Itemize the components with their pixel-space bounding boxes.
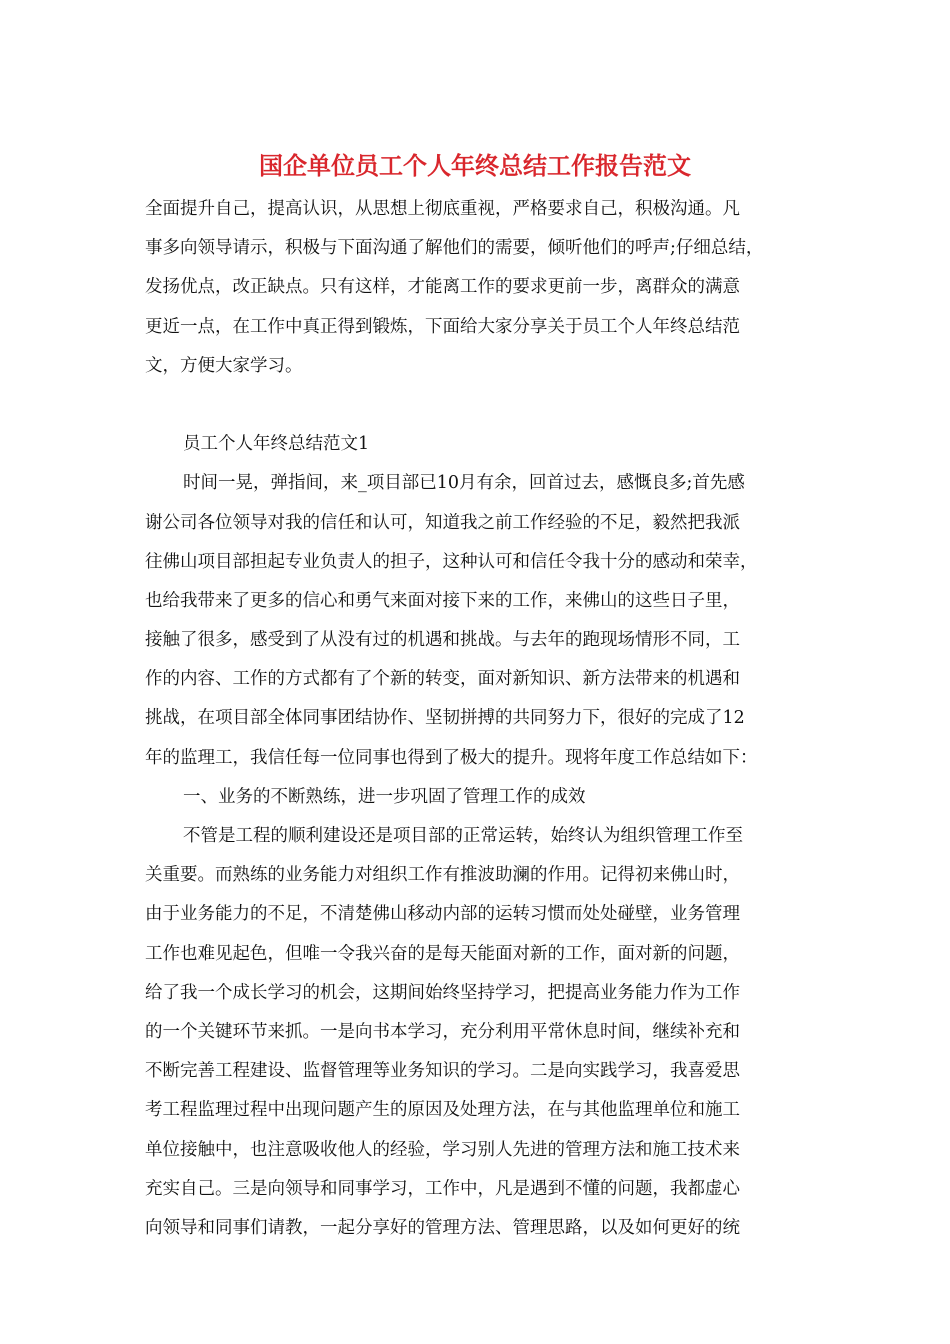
paragraph1-line: 往佛山项目部担起专业负责人的担子，这种认可和信任令我十分的感动和荣幸， (145, 551, 758, 572)
intro-line: 更近一点，在工作中真正得到锻炼，下面给大家分享关于员工个人年终总结范 (145, 316, 740, 337)
paragraph1-line: 也给我带来了更多的信心和勇气来面对接下来的工作，来佛山的这些日子里， (145, 590, 740, 611)
paragraph1-line: 年的监理工，我信任每一位同事也得到了极大的提升。现将年度工作总结如下： (145, 747, 758, 768)
section-heading: 员工个人年终总结范文1 (183, 434, 370, 455)
paragraph2-line: 给了我一个成长学习的机会，这期间始终坚持学习，把提高业务能力作为工作 (145, 982, 740, 1003)
intro-line: 文，方便大家学习。 (145, 355, 303, 376)
paragraph2-line: 的一个关键环节来抓。一是向书本学习，充分利用平常休息时间，继续补充和 (145, 1021, 740, 1042)
paragraph1-line: 时间一晃，弹指间，来_项目部已10月有余，回首过去，感慨良多;首先感 (183, 473, 745, 494)
paragraph2-line: 工作也难见起色，但唯一令我兴奋的是每天能面对新的工作，面对新的问题， (145, 943, 740, 964)
intro-line: 事多向领导请示，积极与下面沟通了解他们的需要，倾听他们的呼声;仔细总结， (145, 238, 764, 259)
paragraph2-line: 单位接触中，也注意吸收他人的经验，学习别人先进的管理方法和施工技术来 (145, 1139, 740, 1160)
paragraph2-line: 考工程监理过程中出现问题产生的原因及处理方法，在与其他监理单位和施工 (145, 1100, 740, 1121)
intro-line: 全面提升自己，提高认识，从思想上彻底重视，严格要求自己，积极沟通。凡 (145, 199, 740, 219)
paragraph1-line: 作的内容、工作的方式都有了个新的转变，面对新知识、新方法带来的机遇和 (145, 669, 740, 690)
paragraph1-line: 谢公司各位领导对我的信任和认可，知道我之前工作经验的不足，毅然把我派 (145, 512, 740, 533)
paragraph2-line: 向领导和同事们请教，一起分享好的管理方法、管理思路，以及如何更好的统 (145, 1217, 740, 1238)
paragraph2-line: 不管是工程的顺利建设还是项目部的正常运转，始终认为组织管理工作至 (183, 826, 743, 846)
paragraph2-line: 由于业务能力的不足，不清楚佛山移动内部的运转习惯而处处碰壁，业务管理 (145, 904, 740, 925)
paragraph1-line: 接触了很多，感受到了从没有过的机遇和挑战。与去年的跑现场情形不同，工 (145, 630, 740, 651)
intro-line: 发扬优点，改正缺点。只有这样，才能离工作的要求更前一步，离群众的满意 (145, 277, 740, 298)
document-body (145, 190, 805, 1248)
blank-line (145, 386, 805, 425)
paragraph1-line: 挑战，在项目部全体同事团结协作、坚韧拼搏的共同努力下，很好的完成了12 (145, 708, 745, 729)
paragraph2-line: 关重要。而熟练的业务能力对组织工作有推波助澜的作用。记得初来佛山时， (145, 865, 740, 886)
paragraph2-line: 不断完善工程建设、监督管理等业务知识的学习。二是向实践学习，我喜爱思 (145, 1061, 740, 1082)
paragraph2-line: 充实自己。三是向领导和同事学习，工作中，凡是遇到不懂的问题，我都虚心 (145, 1178, 740, 1199)
document-title: 国企单位员工个人年终总结工作报告范文 (259, 151, 691, 180)
subheading: 一、业务的不断熟练，进一步巩固了管理工作的成效 (183, 786, 586, 807)
